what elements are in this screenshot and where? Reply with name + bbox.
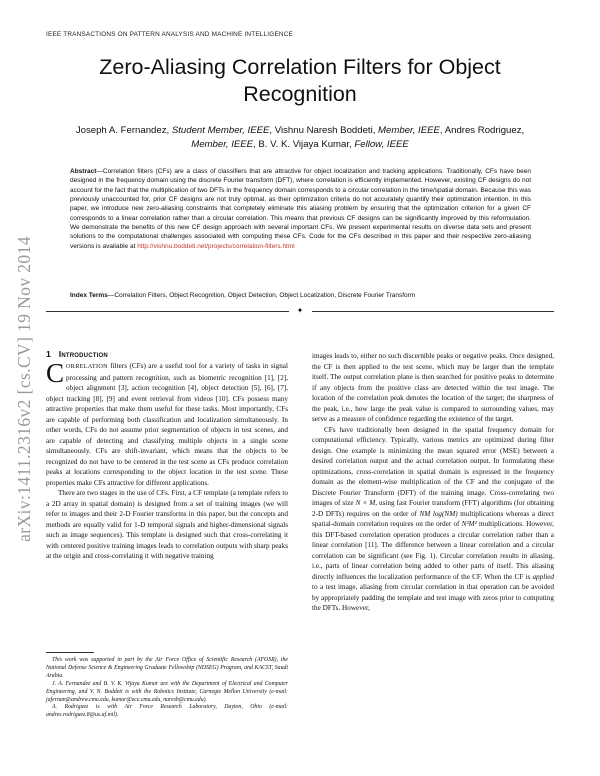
footnote-affiliation-1: J. A. Fernandez and B. V. K. Vijaya Kumar are with the Department of Electrical and Computer Engineering, and V. N. Boddeti is with the Robotics Institute, Carnegie Mellon University (e-mail: jafernan@andrew.cmu.edu, kumar@ece.cmu.edu, naresh@cmu.edu).	[46, 680, 288, 703]
math-size: N × M	[355, 499, 376, 507]
abstract-label: Abstract	[70, 168, 97, 175]
author-role: Member, IEEE	[191, 139, 254, 150]
author-role: Student Member, IEEE	[171, 125, 270, 136]
section-divider-left	[46, 311, 289, 312]
author-name: , Vishnu Naresh Boddeti,	[269, 125, 379, 136]
author-name: , Andres Rodriguez,	[439, 125, 525, 136]
intro-paragraph-2: There are two stages in the use of CFs. First, a CF template (a template refers to a 2D array in spatial domain) is designed from a set of training images (we will refer to images and their 2-D Fourier transforms in this paper, but the concepts and methods are equally valid for 1-D temporal signals and higher-dimensional signals such as image sequences). This template is designed such that cross-correlating it with centered positive training images leads to correlation outputs with sharp peaks at the origin and cross-correlating it with negative training	[46, 489, 288, 560]
math-direct-cost: N²M²	[461, 520, 477, 528]
footnotes	[46, 657, 288, 720]
author-role: Member, IEEE	[378, 125, 440, 136]
body-text: , using fast Fourier transform (FFT) algorithms (for obtaining 2-D DFTs) requires on the order of	[312, 499, 554, 518]
body-text: to a test image, aliasing from circular correlation in that operation can be avoided by appropriately padding the template and test image with zeros prior to computing the DFTs. However,	[312, 583, 554, 612]
section-number: 1	[46, 349, 51, 359]
drop-cap: C	[46, 358, 65, 388]
left-column	[46, 358, 288, 562]
footnote-funding: This work was supported in part by the Air Force Office of Scientific Research (AFOSR), the National Defense Science & Engineering Graduate Fellowship (NDSEG) Program, and KACST, Saudi Arabia.	[46, 657, 288, 679]
emphasis-applied: applied	[532, 572, 554, 581]
body-text: multiplications whereas a direct spatial-domain correlation requires on the order of	[312, 509, 554, 528]
divider-diamond-icon: ✦	[296, 306, 304, 315]
footnote-affiliation-2: A. Rodriguez is with Air Force Research Laboratory, Dayton, Ohio (e-mail: andres.rodriguez.8@us.af.mil).	[46, 704, 288, 719]
section-title: Introduction	[58, 349, 108, 359]
intro-paragraph-1	[46, 358, 288, 488]
index-terms-label: Index Terms	[70, 292, 108, 299]
index-terms-text: —Correlation Filters, Object Recognition, Object Detection, Object Localization, Discrete Fourier Transform	[107, 292, 416, 299]
smallcaps-word: ORRELATION	[66, 363, 108, 370]
abstract	[70, 167, 531, 251]
code-link[interactable]: http://vishnu.boddeti.net/projects/correlation-filters.html	[137, 242, 295, 250]
paper-title: Zero-Aliasing Correlation Filters for Object Recognition	[99, 55, 501, 106]
body-text: CFs have traditionally been designed in the spatial frequency domain for computational efficiency. Typically, various metrics are optimized during filter design. One example is minimizing the mean squared error (MSE) between a desired correlation output and the actual correlation output. In formulating these optimizations, cross-correlation in spatial domain is expressed in the frequency domain as the element-wise multiplication of the CF and the conjugate of the Discrete Fourier Transform (DFT) of the training image. Cross-correlating two images of size	[312, 425, 554, 507]
intro-paragraph-4	[312, 425, 554, 614]
author-list	[40, 124, 560, 152]
index-terms	[70, 291, 540, 300]
right-column	[312, 351, 554, 614]
intro-paragraph-3: images leads to, either no such discernible peaks or negative peaks. Once designed, the CF is then applied to the test scene, which may be larger than the template itself. The output correlation plane is then searched for positive peaks to determine if any objects from the positive class are detected within the test image. The location of the correlation peak denotes the location of the target; the sharpness of the peak, i.e., how large the peak value is compared to surrounding values, may serve as a measure of confidence regarding the existence of the target.	[312, 352, 554, 423]
intro-text: filters (CFs) are a useful tool for a variety of tasks in signal processing and pattern recognition, such as biometric recognition [1], [2], object alignment [3], action recognition [4], object detection [5], [6], [7], object tracking [8], [9] and event retrieval from videos [10]. CFs possess many attractive properties that make them useful for these tasks. Most importantly, CFs are capable of performing both classification and localization simultaneously. In other words, CFs do not assume prior segmentation of objects in test scenes, and are capable of detecting and classifying multiple objects in a single scene simultaneously. CFs are shift-invariant, which means that the objects to be recognized do not have to be centered in the test scene as CFs produce correlation peaks at locations corresponding to the object location in the test scene. These properties make CFs attractive for different applications.	[46, 362, 288, 487]
math-fft-cost: NM log(NM)	[419, 509, 458, 518]
section-divider-right	[312, 311, 554, 312]
author-name: , B. V. K. Vijaya Kumar,	[253, 139, 355, 150]
footnote-rule	[46, 652, 94, 653]
arxiv-stamp[interactable]: arXiv:1411.2316v2 [cs.CV] 19 Nov 2014	[14, 236, 34, 542]
journal-header: IEEE TRANSACTIONS ON PATTERN ANALYSIS AND MACHINE INTELLIGENCE	[46, 31, 294, 38]
body-text: multiplications. However, this DFT-based correlation operation produces a circular correlation rather than a linear correlation [11]. The difference between a linear correlation and a circular correlation can be significant (see Fig. 1). Circular correlation results in aliasing, i.e., parts of linear correlation being added to other parts of itself. This aliasing directly influences the localization performance of the CF. When the CF is	[312, 520, 554, 581]
author-role: Fellow, IEEE	[354, 139, 409, 150]
abstract-text: —Correlation filters (CFs) are a class of classifiers that are attractive for object localization and tracking applications. Traditionally, CFs have been designed in the frequency domain using the discrete Fourier transform (DFT), where correlation is efficiently implemented. However, existing CF designs do not account for the fact that the multiplication of two DFTs in the frequency domain corresponds to a circular correlation in the time/spatial domain. Because this was previously unaccounted for, prior CF designs are not truly optimal, as their optimization criteria do not accurately quantify their optimization intention. In this paper, we introduce new zero-aliasing constraints that completely eliminate this aliasing problem by ensuring that the optimization criterion for a given CF corresponds to a linear correlation rather than a circular correlation. This means that previous CF designs can be significantly improved by this reformulation. We demonstrate the benefits of this new CF design approach with several important CFs. We present experimental results on diverse data sets and present solutions to the computational challenges associated with computing these CFs. Code for the CFs described in this paper and their respective zero-aliasing versions is available at	[70, 168, 531, 250]
author-name: Joseph A. Fernandez,	[75, 125, 172, 136]
